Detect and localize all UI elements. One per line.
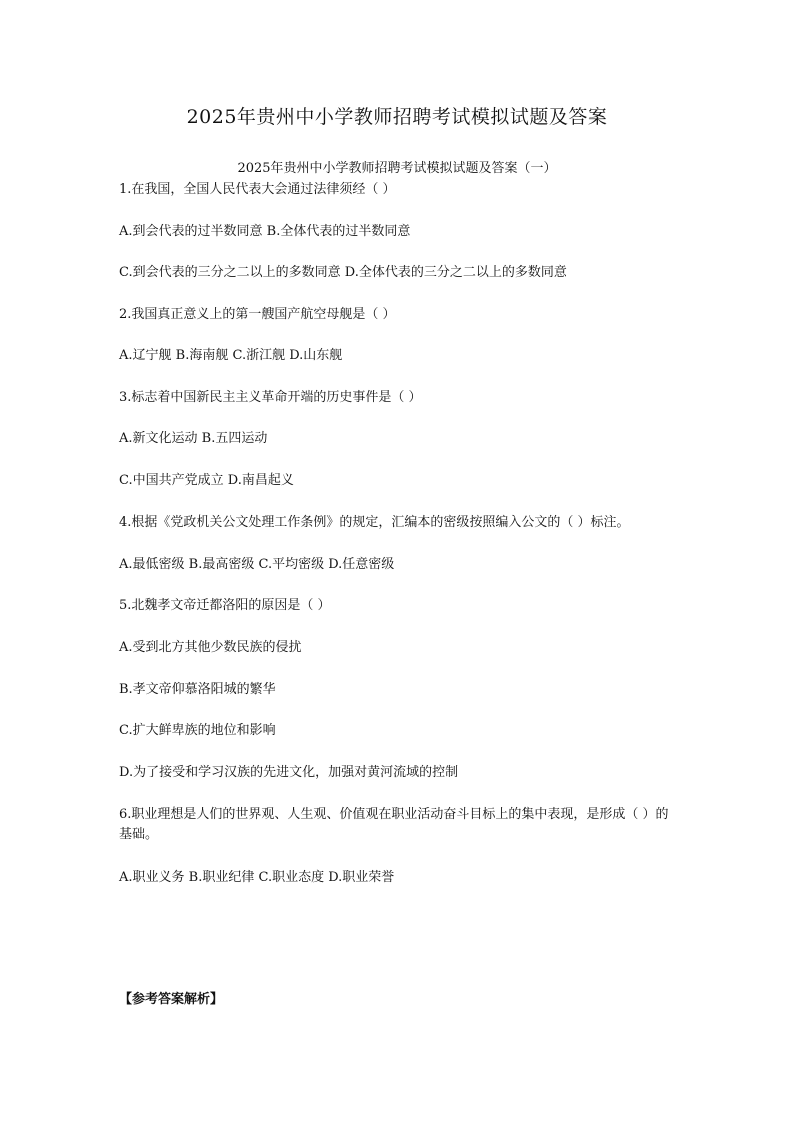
question-3-options-cd: C.中国共产党成立 D.南昌起义 (119, 473, 294, 488)
question-1-options-cd: C.到会代表的三分之二以上的多数同意 D.全体代表的三分之二以上的多数同意 (119, 265, 567, 280)
question-5-option-a: A.受到北方其他少数民族的侵扰 (119, 640, 302, 655)
question-5-option-d: D.为了接受和学习汉族的先进文化，加强对黄河流域的控制 (119, 765, 459, 780)
question-2: 2.我国真正意义上的第一艘国产航空母舰是（ ） (119, 307, 396, 322)
question-5-option-c: C.扩大鲜卑族的地位和影响 (119, 723, 276, 738)
question-6: 6.职业理想是人们的世界观、人生观、价值观在职业活动奋斗目标上的集中表现，是形成（ ）的基础。 (119, 807, 669, 842)
question-6-options: A.职业义务 B.职业纪律 C.职业态度 D.职业荣誉 (119, 870, 395, 885)
question-5: 5.北魏孝文帝迁都洛阳的原因是（ ） (119, 598, 331, 613)
question-3: 3.标志着中国新民主主义革命开端的历史事件是（ ） (119, 390, 422, 405)
question-5-option-b: B.孝文帝仰慕洛阳城的繁华 (119, 682, 276, 697)
question-4-options: A.最低密级 B.最高密级 C.平均密级 D.任意密级 (119, 557, 395, 572)
question-1-options-ab: A.到会代表的过半数同意 B.全体代表的过半数同意 (119, 224, 411, 239)
section-subtitle: 2025年贵州中小学教师招聘考试模拟试题及答案（一） (237, 161, 557, 176)
document-title: 2025年贵州中小学教师招聘考试模拟试题及答案 (186, 106, 608, 128)
answer-section-heading: 【参考答案解析】 (119, 992, 224, 1007)
question-4: 4.根据《党政机关公文处理工作条例》的规定，汇编本的密级按照编入公文的（ ）标注。 (119, 515, 630, 530)
question-1: 1.在我国，全国人民代表大会通过法律须经（ ） (119, 182, 396, 197)
question-2-options: A.辽宁舰 B.海南舰 C.浙江舰 D.山东舰 (119, 348, 343, 363)
question-3-options-ab: A.新文化运动 B.五四运动 (119, 431, 268, 446)
